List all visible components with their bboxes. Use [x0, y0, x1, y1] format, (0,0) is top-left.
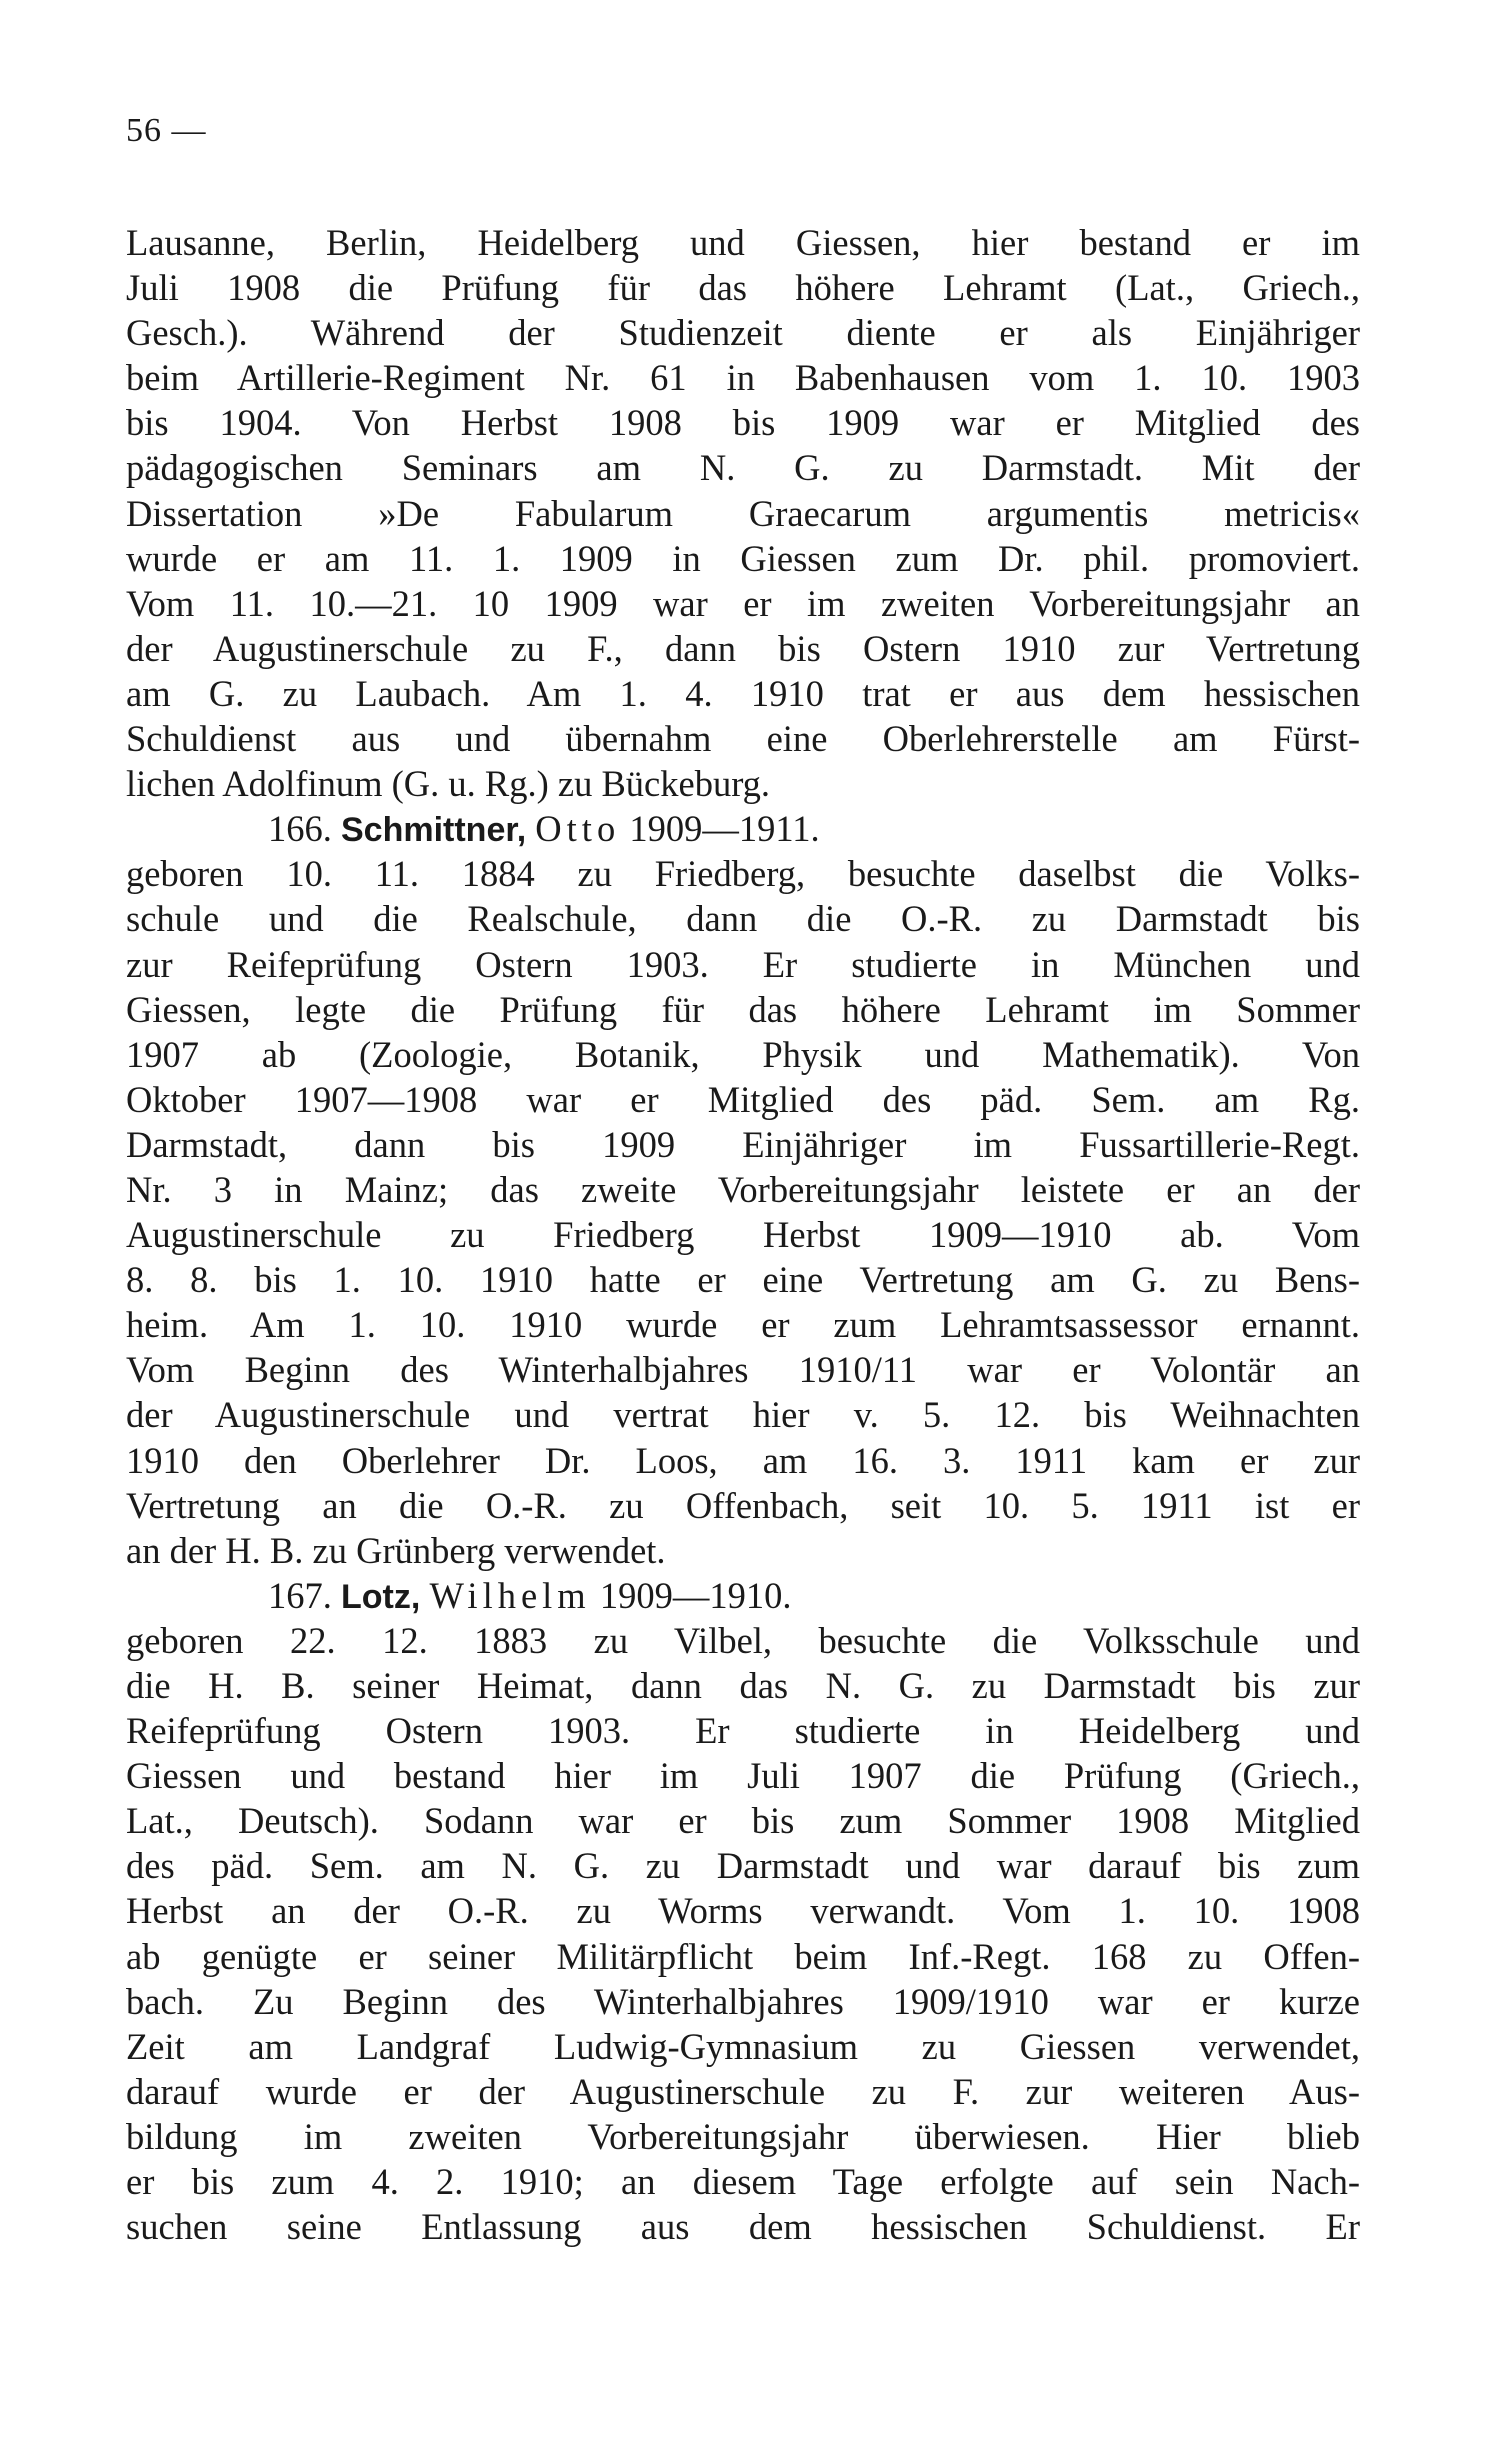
- text-line: am G. zu Laubach. Am 1. 4. 1910 trat er aus dem hessischen: [126, 672, 1360, 714]
- text-line: Nr. 3 in Mainz; das zweite Vorbereitungsjahr leistete er an der: [126, 1168, 1360, 1210]
- text-line: an der H. B. zu Grünberg verwendet.: [126, 1529, 666, 1571]
- entry-years: 1909—1910.: [599, 1574, 792, 1616]
- text-line: Vom 11. 10.—21. 10 1909 war er im zweiten Vorbereitungsjahr an: [126, 582, 1360, 624]
- text-line: Juli 1908 die Prüfung für das höhere Lehramt (Lat., Griech.,: [126, 267, 1360, 309]
- text-line: darauf wurde er der Augustinerschule zu F. zur weiteren Aus-: [126, 2070, 1360, 2112]
- text-line: Dissertation »De Fabularum Graecarum argumentis metricis«: [126, 492, 1360, 534]
- text-line: lichen Adolfinum (G. u. Rg.) zu Bückeburg.: [126, 763, 771, 805]
- text-line: Giessen, legte die Prüfung für das höhere Lehramt im Sommer: [126, 988, 1360, 1030]
- text-line: Oktober 1907—1908 war er Mitglied des päd. Sem. am Rg.: [126, 1078, 1360, 1120]
- text-line: Herbst an der O.-R. zu Worms verwandt. Vom 1. 10. 1908: [126, 1890, 1360, 1932]
- text-line: bildung im zweiten Vorbereitungsjahr überwiesen. Hier blieb: [126, 2115, 1360, 2157]
- text-line: Zeit am Landgraf Ludwig-Gymnasium zu Giessen verwendet,: [126, 2025, 1360, 2067]
- text-line: Gesch.). Während der Studienzeit diente er als Einjähriger: [126, 312, 1360, 354]
- text-line: geboren 10. 11. 1884 zu Friedberg, besuchte daselbst die Volks-: [126, 853, 1360, 895]
- text-line: die H. B. seiner Heimat, dann das N. G. zu Darmstadt bis zur: [126, 1665, 1360, 1706]
- text-line: der Augustinerschule zu F., dann bis Ostern 1910 zur Vertretung: [126, 627, 1360, 669]
- text-line: geboren 22. 12. 1883 zu Vilbel, besuchte die Volksschule und: [126, 1619, 1360, 1661]
- text-line: pädagogischen Seminars am N. G. zu Darmstadt. Mit der: [126, 447, 1360, 489]
- text-line: 1910 den Oberlehrer Dr. Loos, am 16. 3. 1911 kam er zur: [126, 1439, 1360, 1481]
- page-number: 56 —: [126, 112, 207, 149]
- text-line: Giessen und bestand hier im Juli 1907 die Prüfung (Griech.,: [126, 1755, 1360, 1797]
- text-line: bis 1904. Von Herbst 1908 bis 1909 war er Mitglied des: [126, 402, 1360, 444]
- entry-heading-166: [126, 806, 1360, 851]
- text-line: ab genügte er seiner Militärpflicht beim Inf.-Regt. 168 zu Offen-: [126, 1935, 1360, 1977]
- text-line: der Augustinerschule und vertrat hier v. 5. 12. bis Weihnachten: [126, 1394, 1360, 1436]
- text-line: schule und die Realschule, dann die O.-R. zu Darmstadt bis: [126, 898, 1360, 940]
- entry-surname: Schmittner,: [341, 811, 527, 850]
- entry-number: 167.: [268, 1574, 332, 1616]
- text-line: suchen seine Entlassung aus dem hessischen Schuldienst. Er: [126, 2206, 1360, 2248]
- entry-given-name: Wilhelm: [429, 1574, 591, 1616]
- text-line: heim. Am 1. 10. 1910 wurde er zum Lehramtsassessor ernannt.: [126, 1304, 1360, 1346]
- entry-number: 166.: [268, 808, 332, 850]
- text-line: Lausanne, Berlin, Heidelberg und Giessen, hier bestand er im: [126, 222, 1360, 263]
- text-line: Vertretung an die O.-R. zu Offenbach, seit 10. 5. 1911 ist er: [126, 1484, 1360, 1526]
- text-line: Vom Beginn des Winterhalbjahres 1910/11 war er Volontär an: [126, 1349, 1360, 1391]
- text-line: bach. Zu Beginn des Winterhalbjahres 1909/1910 war er kurze: [126, 1980, 1360, 2022]
- text-line: Schuldienst aus und übernahm eine Oberlehrerstelle am Fürst-: [126, 718, 1360, 760]
- entry-given-name: Otto: [535, 808, 621, 850]
- text-line: 8. 8. bis 1. 10. 1910 hatte er eine Vertretung am G. zu Bens-: [126, 1259, 1360, 1301]
- text-line: wurde er am 11. 1. 1909 in Giessen zum Dr. phil. promoviert.: [126, 537, 1360, 579]
- text-line: Darmstadt, dann bis 1909 Einjähriger im Fussartillerie-Regt.: [126, 1123, 1360, 1165]
- text-line: 1907 ab (Zoologie, Botanik, Physik und Mathematik). Von: [126, 1033, 1360, 1075]
- text-line: zur Reifeprüfung Ostern 1903. Er studierte in München und: [126, 943, 1360, 985]
- entry-years: 1909—1911.: [629, 808, 820, 850]
- text-line: er bis zum 4. 2. 1910; an diesem Tage erfolgte auf sein Nach-: [126, 2161, 1360, 2203]
- text-line: Augustinerschule zu Friedberg Herbst 1909—1910 ab. Vom: [126, 1214, 1360, 1256]
- entry-surname: Lotz,: [341, 1577, 421, 1616]
- body-text: [126, 220, 1360, 2249]
- entry-heading-167: [126, 1573, 1360, 1618]
- text-line: beim Artillerie-Regiment Nr. 61 in Babenhausen vom 1. 10. 1903: [126, 357, 1360, 399]
- text-line: des päd. Sem. am N. G. zu Darmstadt und war darauf bis zum: [126, 1845, 1360, 1887]
- text-line: Lat., Deutsch). Sodann war er bis zum Sommer 1908 Mitglied: [126, 1800, 1360, 1842]
- text-line: Reifeprüfung Ostern 1903. Er studierte in Heidelberg und: [126, 1710, 1360, 1752]
